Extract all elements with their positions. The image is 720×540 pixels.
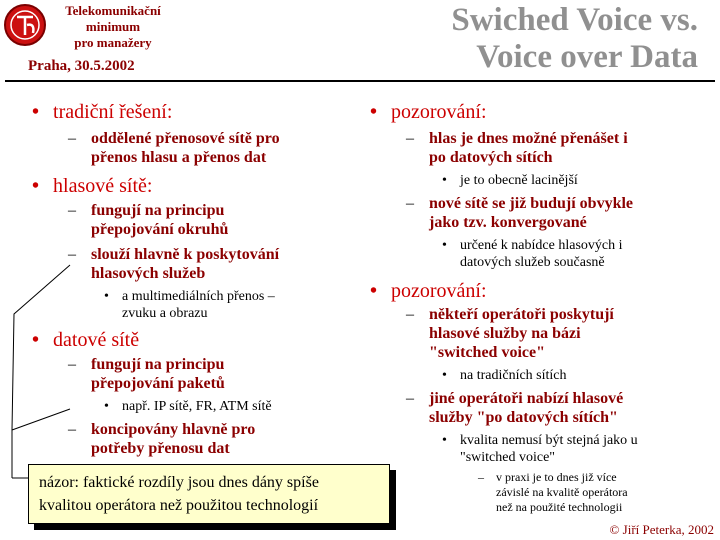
date-label: Praha, 30.5.2002	[28, 58, 135, 74]
opinion-note-box: názor: faktické rozdíly jsou dnes dány spíše kvalitou operátora než použitou technologií	[28, 464, 390, 524]
left-data-subitem-examples: • např. IP sítě, FR, ATM sítě	[104, 399, 272, 414]
right-obs1-subitem-intended: • určené k nabídce hlasových i datových služeb současně	[442, 238, 623, 270]
left-bullet-voice-networks: • hlasové sítě:	[32, 175, 153, 197]
right-obs1-subitem-cheaper: • je to obecně lacinější	[442, 173, 578, 188]
header-divider	[5, 80, 715, 82]
right-bullet-observation-2: • pozorování:	[370, 280, 487, 302]
left-bullet-data-networks: • datové sítě	[32, 329, 140, 351]
tr-logo-icon	[3, 3, 47, 47]
copyright-label: © Jiří Peterka, 2002	[609, 522, 714, 537]
left-data-item-designed: – koncipovány hlavně pro potřeby přenosu dat	[68, 421, 256, 457]
right-obs2-item-switched: – někteří operátoři poskytují hlasové služby na bázi "switched voice"	[406, 306, 614, 361]
right-obs2-item-over-data: – jiné operátoři nabízí hlasové služby "po datových sítích"	[406, 390, 624, 426]
right-obs1-item-converged: – nové sítě se již budují obvykle jako tzv. konvergované	[406, 195, 634, 231]
right-obs1-item-voice-over-data: – hlas je dnes možné přenášet i po datových sítích	[406, 130, 628, 166]
left-voice-subitem-multimedia: • a multimediálních přenos – zvuku a obrazu	[104, 289, 275, 321]
right-obs2-subitem-quality: • kvalita nemusí být stejná jako u "switched voice"	[442, 433, 638, 465]
left-data-item-packet: – fungují na principu přepojování paketů	[68, 356, 225, 392]
left-bullet-traditional: • tradiční řešení:	[32, 101, 173, 123]
slide-title: Swiched Voice vs. Voice over Data	[451, 2, 698, 75]
left-voice-item-circuit: – fungují na principu přepojování okruhů	[68, 202, 229, 238]
right-obs2-subsubitem-practice: – v praxi je to dnes již více závislé na kvalitě operátora než na použité technologii	[478, 470, 628, 514]
right-obs2-subitem-traditional: • na tradičních sítích	[442, 368, 567, 383]
right-bullet-observation-1: • pozorování:	[370, 101, 487, 123]
left-traditional-item: – oddělené přenosové sítě pro přenos hlasu a přenos dat	[68, 130, 280, 166]
organization-label: Telekomunikační minimum pro manažery	[65, 3, 161, 50]
left-voice-item-services: – slouží hlavně k poskytování hlasových služeb	[68, 246, 280, 282]
